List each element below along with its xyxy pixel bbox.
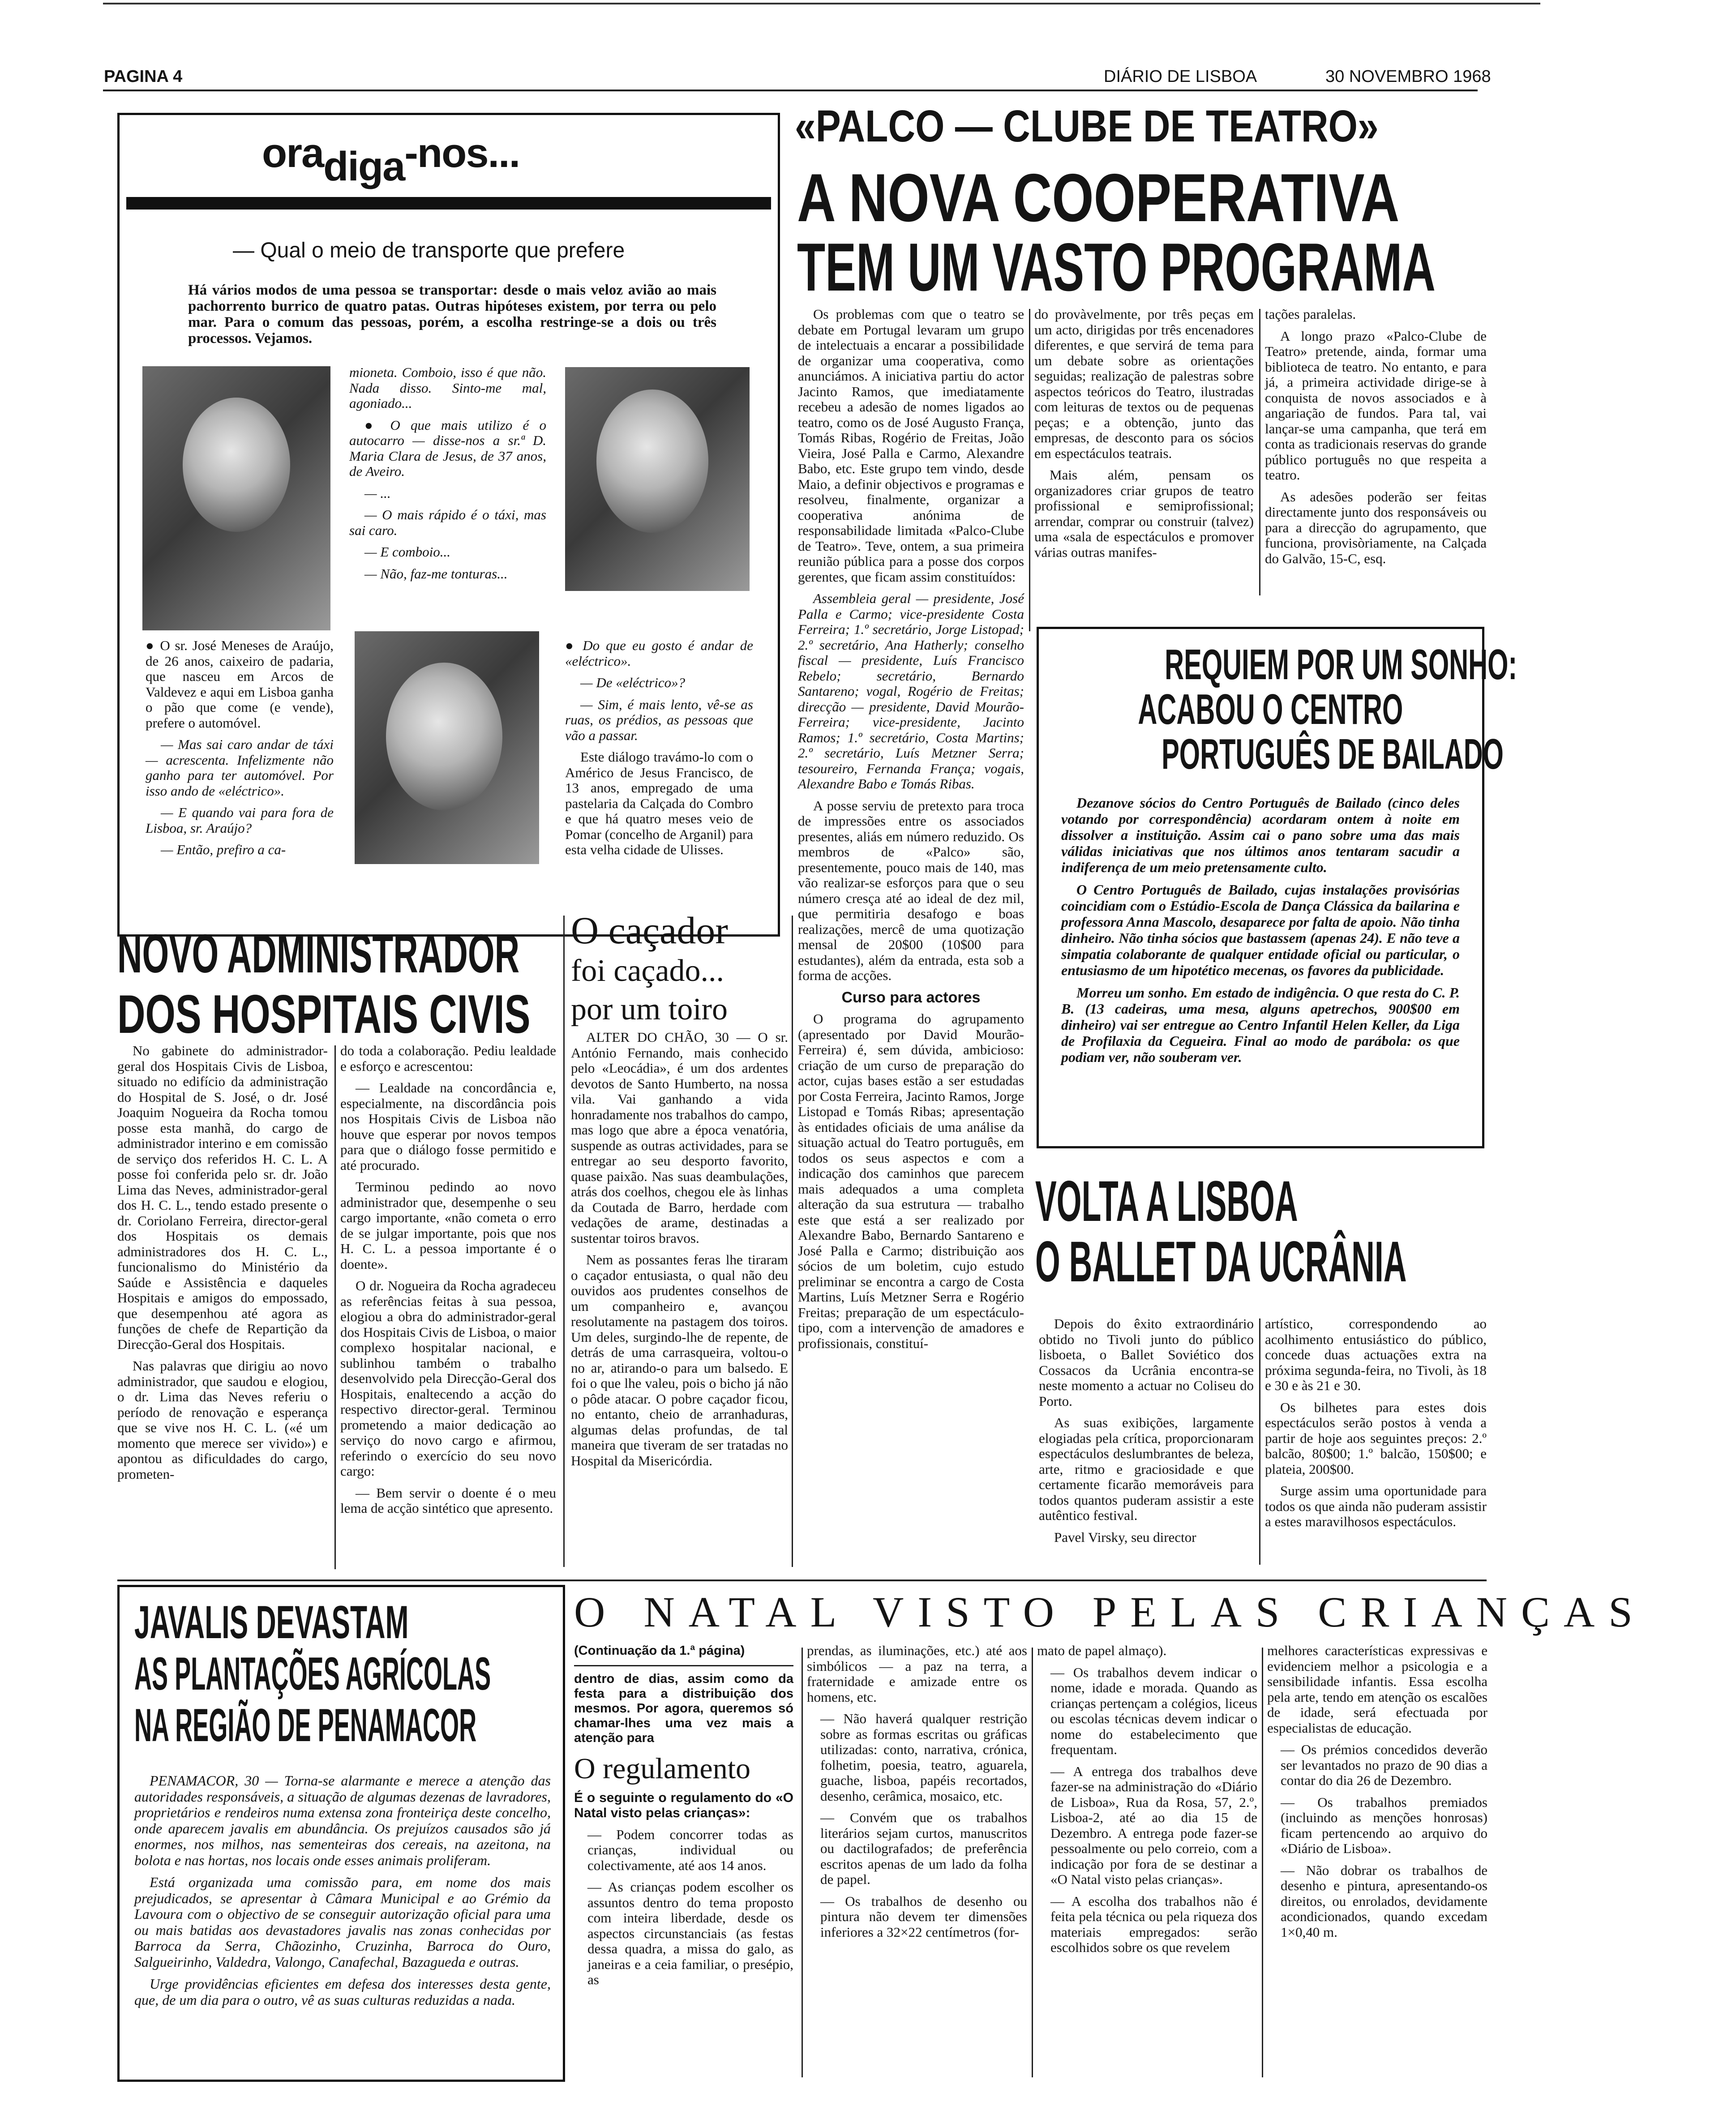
ora-right-4: Este diálogo travámo-lo com o Américo de Jesus Francisco, de 13 anos, empregado de uma pastelaria da Calçada do Combro e que há quatro meses veio de Pomar (concelho de Arganil) para esta velha cidade de Ulisses. xyxy=(565,749,753,857)
admin-headline-1-text: NOVO ADMINISTRADOR xyxy=(117,923,520,984)
natal-c3a: mato de papel almaço). xyxy=(1037,1643,1167,1658)
issue-date: 30 NOVEMBRO 1968 xyxy=(1325,67,1491,86)
ora-mid-4: — O mais rápido é o táxi, mas sai caro. xyxy=(349,507,546,538)
ballet-col2-p1: artístico, correspondendo ao acolhimento entusiástico do público, concede duas actuações extra na próxima segunda-feira, no Tivoli, às 18 e 30 e às 21 e 30. xyxy=(1265,1316,1487,1393)
photo-americo xyxy=(565,367,750,591)
cacador-rule-left xyxy=(563,916,565,1567)
ballet-column-2 xyxy=(1265,1316,1487,1576)
natal-c3d: — A escolha dos trabalhos não é feita pela técnica ou pela riqueza dos materiais empregados: serão escolhidos sobre os que revelem xyxy=(1050,1893,1257,1955)
natal-rule-2 xyxy=(1032,1648,1033,2077)
cacador-body xyxy=(571,1030,788,1571)
header-top-rule xyxy=(103,3,1540,4)
ora-mid-3: — ... xyxy=(364,485,391,501)
ballet-col1-p1: Depois do êxito extraordinário obtido no Tivoli junto do público lisboeta, o Ballet Soviético dos Cossacos da Ucrânia encontra-se neste momento a actuar no Coliseu do Porto. xyxy=(1039,1316,1254,1409)
ballet-headline-1 xyxy=(1035,1169,1505,1234)
ora-left-2: — Mas sai caro andar de táxi — acrescenta. Infelizmente não ganho para ter automóvel. Por isso ando de «eléctrico». xyxy=(146,736,334,799)
ballet-col2-p2: Os bilhetes para estes dois espectáculos serão postos à venda a partir de hoje aos seguintes preços: 2.º balcão, 80$00; 1.º balcão, 150$00; e plateia, 200$00. xyxy=(1265,1399,1487,1477)
natal-c2b: — Não haverá qualquer restrição sobre as formas escritas ou gráficas utilizadas: conto, narrativa, crónica, folhetim, poesia, teatro, aguarela, guache, lisboa, papéis recortados, desenho, cerâmica, mosaico, etc. xyxy=(820,1711,1027,1804)
javalis-headline-1-text: JAVALIS DEVASTAM xyxy=(134,1597,409,1648)
palco-headline-2 xyxy=(797,228,1736,307)
javalis-headline-1 xyxy=(134,1596,592,1649)
requiem-headline-3-text: PORTUGUÊS DE BAILADO xyxy=(1162,730,1504,778)
natal-c3b: — Os trabalhos devem indicar o nome, idade e morada. Quando as crianças pertençam a colégios, liceus ou escolas técnicas devem indicar o nome do estabelecimento que frequentam. xyxy=(1050,1664,1257,1757)
cacador-headline-3: por um toiro xyxy=(571,992,728,1027)
palco-kicker-text: «PALCO — CLUBE DE TEATRO» xyxy=(795,101,1379,151)
natal-c2c: — Convém que os trabalhos literários sejam curtos, manuscritos ou dactilografados; de preferência escritos apenas de um lado da folha de papel. xyxy=(820,1810,1027,1887)
javalis-p1: PENAMACOR, 30 — Torna-se alarmante e merece a atenção das autoridades responsáveis, a situação de algumas dezenas de lavradores, proprietários e rendeiros numa extensa zona fronteiriça deste concelho, onde aparecem javalis em abundância. Os prejuízos causados são já enormes, nos milhos, nas sementeiras dos cereais, na azeitona, na bolota e nas hortas, nos locais onde esses animais proliferam. xyxy=(134,1772,551,1868)
palco-column-rule-1 xyxy=(1029,309,1030,631)
natal-lead: dentro de dias, assim como da festa para a distribuição dos mesmos. Por agora, queremos só chamar-lhes uma vez mais a atenção para xyxy=(574,1671,793,1745)
admin-headline-2-text: DOS HOSPITAIS CIVIS xyxy=(117,984,531,1044)
ballet-col1-p3: Pavel Virsky, seu director xyxy=(1054,1529,1196,1545)
admin-col2-p5: — Bem servir o doente é o meu lema de acção sintético que apresento. xyxy=(340,1485,556,1516)
palco-col1-p2: Assembleia geral — presidente, José Palla e Carmo; vice-presidente Costa Ferreira; 1.º secretário, Jorge Listopad; 2.º secretário, Ana Hatherly; conselho fiscal — presidente, Luís Francisco Rebelo; secretário, Bernardo Santareno; vogal, Rogério de Freitas; direcção — presidente, David Mourão-Ferreira; vice-presidente, Jacinto Ramos; 1.º secretário, Costa Martins; 2.º secretário, Luís Metzner Serra; tesoureiro, Fernanda França; vogais, Alexandre Babo e Tomás Ribas. xyxy=(798,591,1024,792)
requiem-p3: Morreu um sonho. Em estado de indigência. O que resta do C. P. B. (13 cadeiras, uma mesa, alguns apetrechos, 900$00 em dinheiro) vai ser entregue ao Centro Infantil Helen Keller, da Liga de Profilaxia da Cegueira. Final ao modo de parábola: os que podiam ver, não souberam ver. xyxy=(1061,985,1460,1065)
admin-column-1 xyxy=(117,1043,328,1571)
ora-mid-column xyxy=(349,365,546,588)
ora-mid-6: — Não, faz-me tonturas... xyxy=(364,565,508,582)
palco-col2-p2: Mais além, pensam os organizadores criar grupos de teatro profissional e semiprofissional; arrendar, comprar ou construir (talvez) uma «sala de espectáculos e promover várias outras manifes- xyxy=(1034,467,1254,560)
natal-column-2 xyxy=(807,1643,1027,2082)
natal-headline: O NATAL VISTO PELAS CRIANÇAS xyxy=(574,1588,1646,1636)
ora-mid-1: mioneta. Comboio, isso é que não. Nada disso. Sinto-me mal, agoniado... xyxy=(349,364,546,411)
palco-column-rule-2 xyxy=(1259,309,1260,595)
lower-section-rule xyxy=(117,1580,1487,1581)
admin-col1-p2: Nas palavras que dirigiu ao novo administrador, que saudou e elogiou, o dr. Lima das Neves referiu o período de renovação e esperança que se vive nos H. C. L. («é um momento que merece ser vivido») e apontou as dificuldades do cargo, prometen- xyxy=(117,1358,328,1482)
ballet-headline-2 xyxy=(1035,1229,1698,1295)
palco-col3-p1: tações paralelas. xyxy=(1265,306,1356,322)
requiem-headline-1-text: REQUIEM POR UM SONHO: xyxy=(1165,641,1517,689)
ora-right-1: ● Do que eu gosto é andar de «eléctrico». xyxy=(565,638,753,669)
paper-name: DIÁRIO DE LISBOA xyxy=(1104,67,1257,86)
natal-cont-rule xyxy=(574,1665,793,1666)
cacador-p2: Nem as possantes feras lhe tiraram o caçador entusiasta, o qual não deu ouvidos aos prudentes conselhos de um companheiro e, avançou resolutamente na pastagem dos toiros. Um deles, surgindo-lhe de repente, de detrás de uma carrasqueira, voltou-o no ar, atirando-o para um balsedo. E foi o que lhe valeu, pois o bicho já não o pôde atacar. O pobre caçador ficou, no entanto, cheio de arranhaduras, algumas delas profundas, de tal maneira que tiveram de ser tratadas no Hospital da Misericórdia. xyxy=(571,1252,788,1468)
ora-mid-5: — E comboio... xyxy=(364,544,451,560)
header-rule xyxy=(103,90,1478,91)
cacador-p1: ALTER DO CHÃO, 30 — O sr. António Fernando, mais conhecido pelo «Leocádia», é um dos ardentes devotos de Santo Humberto, na nossa vila. Vai ganhando a vida honradamente nos trabalhos do campo, mas logo que abre a época venatória, suspende as outras actividades, para se entregar ao seu desporto favorito, quase paixão. Nas suas deambulações, atrás dos coelhos, chegou ele às linhas da Coutada de Barro, herdade com vedações de arame, destinadas a sustentar toiros bravos. xyxy=(571,1029,788,1246)
palco-col1-p1: Os problemas com que o teatro se debate em Portugal levaram um grupo de intelectuais a encarar a possibilidade de organizar uma cooperativa, como anunciámos. A iniciativa partiu do actor Jacinto Ramos, que imediatamente recebeu a adesão de nomes ligados ao teatro, como os de José Augusto França, Tomás Ribas, Rogério de Freitas, João Vieira, José Palla e Carmo, Alexandre Babo, etc. Este grupo tem vindo, desde Maio, a definir objectivos e programas e resolveu, finalmente, organizar a cooperativa anónima de responsabilidade limitada «Palco-Clube de Teatro». Teve, ontem, a sua primeira reunião pública para a posse dos corpos gerentes, que ficam assim constituídos: xyxy=(798,306,1024,585)
javalis-headline-3-text: NA REGIÃO DE PENAMACOR xyxy=(134,1699,477,1751)
requiem-body xyxy=(1061,795,1460,1139)
ballet-column-1 xyxy=(1039,1316,1254,1576)
palco-kicker xyxy=(795,101,1490,152)
natal-c4c: — Os trabalhos premiados (incluindo as menções honrosas) ficam pertencendo ao arquivo do «Diário de Lisboa». xyxy=(1281,1794,1487,1856)
palco-headline-2-text: TEM UM VASTO PROGRAMA xyxy=(797,229,1436,305)
ora-left-4: — Então, prefiro a ca- xyxy=(161,842,286,857)
natal-rule-3 xyxy=(1262,1648,1263,2077)
palco-col1-p3: A posse serviu de pretexto para troca de impressões entre os associados presentes, aliás em número reduzido. Os membros de «Palco» são, presentemente, pouco mais de 140, mas vão realizar-se esforços para que o seu número cresça até ao ideal de dez mil, que permitiria desafogo e boas realizações, mercê de uma quotização mensal de 20$00 (10$00 para estudantes), além da entrada, esta sob a forma de acções. xyxy=(798,797,1024,983)
ora-title-bar xyxy=(126,197,771,210)
natal-rule-1 xyxy=(802,1648,803,2077)
natal-c1b: — As crianças podem escolher os assuntos dentro do tema proposto com inteira liberdade, desde os aspectos circunstanciais (as festas dessa quadra, a missa do galo, as janeiras e a ceia familiar, o presépio, as xyxy=(587,1879,793,1987)
palco-headline-1-text: A NOVA COOPERATIVA xyxy=(797,160,1400,236)
ora-left-column xyxy=(146,638,334,864)
admin-col2-p4: O dr. Nogueira da Rocha agradeceu as referências feitas à sua pessoa, elogiou a obra do administrador-geral dos Hospitais Civis de Lisboa, o maior complexo hospitalar nacional, e sublinhou também o trabalho desenvolvido pela Direcção-Geral dos Hospitais, enaltecendo a acção do respectivo director-geral. Terminou prometendo a maior dedicação ao serviço do novo cargo e afirmou, referindo o exercício do seu novo cargo: xyxy=(340,1278,556,1479)
javalis-headline-2-text: AS PLANTAÇÕES AGRÍCOLAS xyxy=(134,1648,491,1700)
ora-right-column xyxy=(565,638,753,864)
natal-c2a: prendas, as iluminações, etc.) até aos simbólicos — a paz na terra, a fraternidade e amizade entre os homens, etc. xyxy=(807,1643,1027,1705)
javalis-body xyxy=(134,1773,551,2073)
ballet-col1-p2: As suas exibições, largamente elogiadas pela crítica, proporcionaram espectáculos deslumbrantes de beleza, arte, ritmo e graciosidade e que certamente ficarão memoráveis para todos quantos puderam assistir a este autêntico festival. xyxy=(1039,1415,1254,1523)
cacador-headline xyxy=(571,909,795,1029)
palco-column-2 xyxy=(1034,307,1254,627)
ora-right-2: — De «eléctrico»? xyxy=(580,675,686,690)
ora-right-3: — Sim, é mais lento, vê-se as ruas, os prédios, as pessoas que vão a passar. xyxy=(565,696,753,743)
ora-intro: Há vários modos de uma pessoa se transportar: desde o mais veloz avião ao mais pachorrento burrico de quatro patas. Outras hipóteses existem, por terra ou pelo mar. Para o comum das pessoas, porém, a escolha restringe-se a dois ou três processos. Vejamos. xyxy=(188,282,716,347)
requiem-headline-1 xyxy=(1057,640,1517,689)
palco-col3-p2: A longo prazo «Palco-Clube de Teatro» pretende, ainda, formar uma biblioteca de teatro. No entanto, e para já, a primeira actividade dirige-se à conquista de novos associados e à angariação de fundos. Para tal, vai lançar-se uma campanha, que terá em conta as tradicionais reservas do grande público português no que respeita a teatro. xyxy=(1265,328,1487,483)
ora-mid-2: ● O que mais utilizo é o autocarro — disse-nos a sr.ª D. Maria Clara de Jesus, de 37 anos, de Aveiro. xyxy=(349,417,546,479)
natal-c4b: — Os prémios concedidos deverão ser levantados no prazo de 90 dias a contar do dia 26 de Dezembro. xyxy=(1281,1742,1487,1788)
requiem-p2: O Centro Português de Bailado, cujas instalações provisórias coincidiam com o Estúdio-Escola de Dança Clássica da bailarina e professora Anna Mascolo, desaparece por falta de apoio. Não tinha dinheiro. Não tinha sócios que bastassem (apenas 24). E não teve a simpatia colaborante de qualquer entidade oficial ou particular, o entusiasmo de um hipotético mecenas, os favores da publicidade. xyxy=(1061,882,1460,978)
ballet-col2-p3: Surge assim uma oportunidade para todos os que ainda não puderam assistir a estes maravilhosos espectáculos. xyxy=(1265,1483,1487,1529)
natal-subhead: O regulamento xyxy=(574,1752,751,1785)
natal-c4d: — Não dobrar os trabalhos de desenho e pintura, apresentando-os direitos, ou enrolados, devidamente acondicionados, quando excedam 1×0,40 m. xyxy=(1281,1862,1487,1940)
natal-column-4 xyxy=(1267,1643,1487,2082)
javalis-p2: Está organizada uma comissão para, em nome dos mais prejudicados, se apresentar à Câmara Municipal e ao Grémio da Lavoura com o objectivo de se conseguir autorização oficial para uma ou mais batidas aos devastadores javalis nas zonas conhecidas por Barroca da Serra, Chãozinho, Cruzinha, Barroca do Ouro, Salgueirinho, Valdedra, Valongo, Canafechal, Bazagueda e outras. xyxy=(134,1874,551,1970)
javalis-p3: Urge providências eficientes em defesa dos interesses desta gente, que, de um dia para o outro, vê as suas culturas reduzidas a nada. xyxy=(134,1976,551,2008)
ora-title-b: diga xyxy=(323,144,405,189)
cacador-headline-1: O caçador xyxy=(571,909,728,952)
admin-column-rule xyxy=(334,1045,336,1569)
ora-title-c: -nos... xyxy=(404,130,520,176)
ora-question: — Qual o meio de transporte que prefere xyxy=(233,239,625,262)
requiem-headline-2 xyxy=(1057,685,1469,734)
ora-left-1: ● O sr. José Meneses de Araújo, de 26 anos, caixeiro de padaria, que nasceu em Arcos de Valdevez e aqui em Lisboa ganha o pão que come (e vende), prefere o automóvel. xyxy=(146,638,334,731)
natal-continuation: (Continuação da 1.ª página) xyxy=(574,1644,745,1658)
natal-column-3 xyxy=(1037,1643,1257,2082)
palco-col3-p3: As adesões poderão ser feitas directamente junto dos responsáveis ou para a direcção do agrupamento, que funciona, provisòriamente, na Calçada do Galvão, 15-C, esq. xyxy=(1265,488,1487,566)
palco-col1-p4: O programa do agrupamento (apresentado por David Mourão-Ferreira) é, sem dúvida, ambicioso: criação de um curso de preparação do actor, cujas bases estão a ser estudadas por Costa Ferreira, Jacinto Ramos, Jorge Listopad e Tomás Ribas; apresentação às entidades oficiais de uma análise da situação actual do Teatro português, em todos os seus aspectos e com a indicação dos caminhos que parecem mais adequados a uma completa alteração da sua estrutura — trabalho este que está a ser realizado por Alexandre Babo, Bernardo Santareno e José Palla e Carmo; distribuição aos sócios de um boletim, cujo estudo preliminar se encontra a cargo de Costa Martins, Luís Metzner Serra e Rogério Freitas; preparação de um espectáculo-tipo, com a intervenção de amadores e profissionais, constituí- xyxy=(798,1011,1024,1351)
page-number: PAGINA 4 xyxy=(104,67,183,86)
natal-subhead-2: É o seguinte o regulamento do «O Natal visto pelas crianças»: xyxy=(574,1790,793,1820)
cacador-headline-2: foi caçado... xyxy=(571,954,724,988)
palco-subhead: Curso para actores xyxy=(841,989,981,1006)
palco-column-1 xyxy=(798,306,1024,1351)
admin-column-2 xyxy=(340,1043,556,1571)
natal-c4a: melhores características expressivas e evidenciem melhor a psicologia e a sensibilidade infantis. Essa escolha pela arte, tendo em atenção os escalões de idade, será efectuada por especialistas de educação. xyxy=(1267,1643,1487,1736)
ballet-headline-2-text: O BALLET DA UCRÂNIA xyxy=(1035,1230,1407,1294)
palco-col2-p1: do provàvelmente, por três peças em um acto, dirigidas por três encenadores diferentes, e que servirá de tema para um debate sobre as orientações seguidas; realização de palestras sobre aspectos teóricos do Teatro, ilustradas com leituras de textos ou de pequenas peças; e a obtenção, junto das empresas, de desconto para os sócios em espectáculos teatrais. xyxy=(1034,306,1254,461)
ballet-headline-1-text: VOLTA A LISBOA xyxy=(1035,1169,1298,1233)
admin-col2-p2: — Lealdade na concordância e, especialmente, na discordância pois nos Hospitais Civis de Lisboa não houve que esperar por novos tempos para que o diálogo fosse permitido e até procurado. xyxy=(340,1080,556,1173)
palco-column-3 xyxy=(1265,307,1487,598)
cacador-rule-right xyxy=(792,916,793,1567)
ora-left-3: — E quando vai para fora de Lisboa, sr. Araújo? xyxy=(146,805,334,836)
natal-column-1 xyxy=(574,1643,793,2082)
photo-maria-clara xyxy=(355,631,539,864)
requiem-headline-3 xyxy=(1057,730,1504,779)
photo-jose-meneses xyxy=(142,366,330,630)
admin-col2-p3: Terminou pedindo ao novo administrador que, desempenhe o seu cargo importante, «não cometa o erro de se julgar importante, pois que nos H. C. L. a pessoa importante é o doente». xyxy=(340,1179,556,1272)
palco-headline-1 xyxy=(797,159,1560,237)
natal-c1a: — Podem concorrer todas as crianças, individual ou colectivamente, até aos 14 anos. xyxy=(587,1826,793,1873)
requiem-headline-2-text: ACABOU O CENTRO xyxy=(1138,685,1403,733)
admin-col2-p1: do toda a colaboração. Pediu lealdade e esforço e acrescentou: xyxy=(340,1043,556,1074)
ora-title xyxy=(262,130,520,189)
admin-col1-p1: No gabinete do administrador-geral dos Hospitais Civis de Lisboa, situado no edifício da administração do Hospital de S. José, o dr. José Joaquim Nogueira da Rocha tomou posse esta manhã, do cargo de administrador interino e em comissão de serviço dos referidos H. C. L. A posse foi conferida pelo sr. dr. João Lima das Neves, administrador-geral dos H. C. L., tendo estado presente o dr. Coriolano Ferreira, director-geral dos Hospitais os demais administradores dos H. C. L., funcionalismo do Ministério da Saúde e Assistência e daqueles Hospitais e amigos do empossado, que desempenhou até agora as funções de chefe de Repartição da Direcção-Geral dos Hospitais. xyxy=(117,1043,328,1352)
ballet-column-rule xyxy=(1259,1318,1260,1565)
natal-c3c: — A entrega dos trabalhos deve fazer-se na administração do «Diário de Lisboa», Rua da Rosa, 57, 2.º, Lisboa-2, até ao dia 15 de Dezembro. A entrega pode fazer-se pessoalmente ou pelo correio, com a indicação por fora de se destinar a «O Natal visto pelas crianças». xyxy=(1050,1763,1257,1887)
ora-title-a: ora xyxy=(262,130,324,176)
natal-c2d: — Os trabalhos de desenho ou pintura não devem ter dimensões inferiores a 32×22 centímetros (for- xyxy=(820,1893,1027,1940)
requiem-p1: Dezanove sócios do Centro Português de Bailado (cinco deles votando por correspondência) acordaram ontem à noite em dissolver a instituição. Assim cai o pano sobre uma das mais válidas iniciativas que nos últimos anos tentaram sacudir a indiferença de um meio pretensamente culto. xyxy=(1061,795,1460,875)
